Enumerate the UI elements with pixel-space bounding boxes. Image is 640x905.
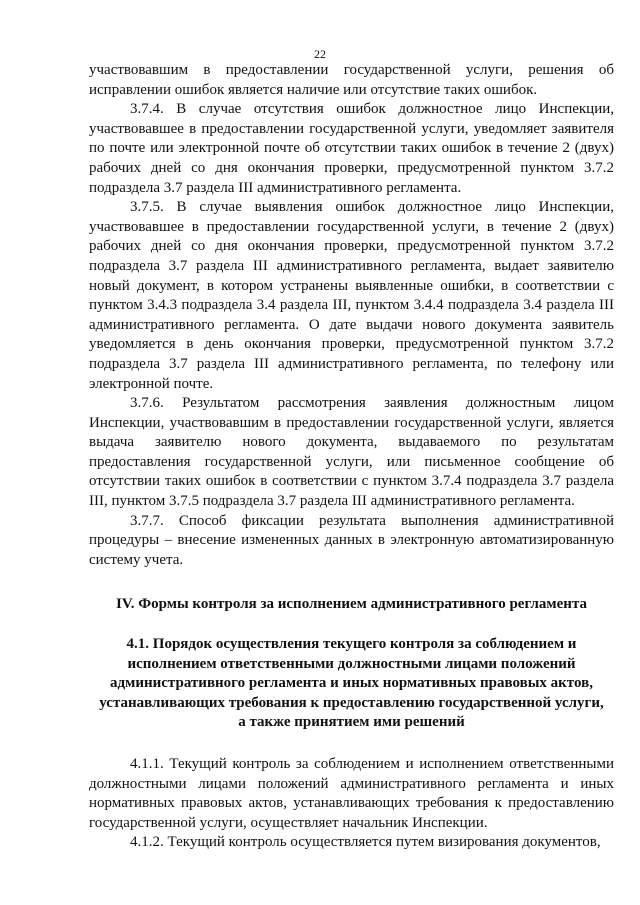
section-heading: IV. Формы контроля за исполнением административного регламента: [116, 596, 587, 613]
paragraph-4-1-1: 4.1.1. Текущий контроль за соблюдением и исполнением ответственными должностными лицами положений административного регламента и иных нормативных правовых актов, устанавливающих требования к предоставлению государственной услуги, осуществляет начальник Инспекции.: [89, 756, 614, 831]
subsection-heading: 4.1. Порядок осуществления текущего контроля за соблюдением и исполнением ответственными должностными лицами положений административного регламента и иных нормативных правовых актов, устанавливающих требования к предоставлению государственной услуги, а также принятием ими решений: [99, 636, 604, 731]
paragraph-3-7-7: 3.7.7. Способ фиксации результата выполнения административной процедуры – внесение измененных данных в электронную автоматизированную систему учета.: [89, 512, 614, 568]
paragraph-4-1-2: 4.1.2. Текущий контроль осуществляется путем визирования документов,: [130, 834, 601, 851]
page-number: 22: [314, 47, 326, 61]
paragraph-3-7-4: 3.7.4. В случае отсутствия ошибок должностное лицо Инспекции, участвовавшее в предоставлении государственной услуги, уведомляет заявителя по почте или электронной почте об отсутствии таких ошибок в течение 2 (двух) рабочих дней со дня окончания проверки, предусмотренной пунктом 3.7.2 подраздела 3.7 раздела III административного регламента.: [89, 101, 614, 196]
paragraph-continuation: участвовавшим в предоставлении государственной услуги, решения об исправлении ошибок является наличие или отсутствие таких ошибок.: [89, 62, 614, 98]
paragraph-3-7-6: 3.7.6. Результатом рассмотрения заявления должностным лицом Инспекции, участвовавшим в предоставлении государственной услуги, является выдача заявителю нового документа, выдаваемого по результатам предоставления государственной услуги, или письменное сообщение об отсутствии таких ошибок в соответствии с пунктом 3.7.4 подраздела 3.7 раздела III, пунктом 3.7.5 подраздела 3.7 раздела III административного регламента.: [89, 395, 614, 510]
paragraph-3-7-5: 3.7.5. В случае выявления ошибок должностное лицо Инспекции, участвовавшее в предоставлении государственной услуги, в течение 2 (двух) рабочих дней со дня окончания проверки, предусмотренной пунктом 3.7.2 подраздела 3.7 раздела III административного регламента, выдает заявителю новый документ, в котором устранены выявленные ошибки, в соответствии с пунктом 3.4.3 подраздела 3.4 раздела III, пунктом 3.4.4 подраздела 3.4 раздела III административного регламента. О дате выдачи нового документа заявитель уведомляется в день окончания проверки, предусмотренной пунктом 3.7.2 подраздела 3.7 раздела III административного регламента, по телефону или электронной почте.: [89, 199, 614, 392]
document-body: [89, 61, 614, 853]
